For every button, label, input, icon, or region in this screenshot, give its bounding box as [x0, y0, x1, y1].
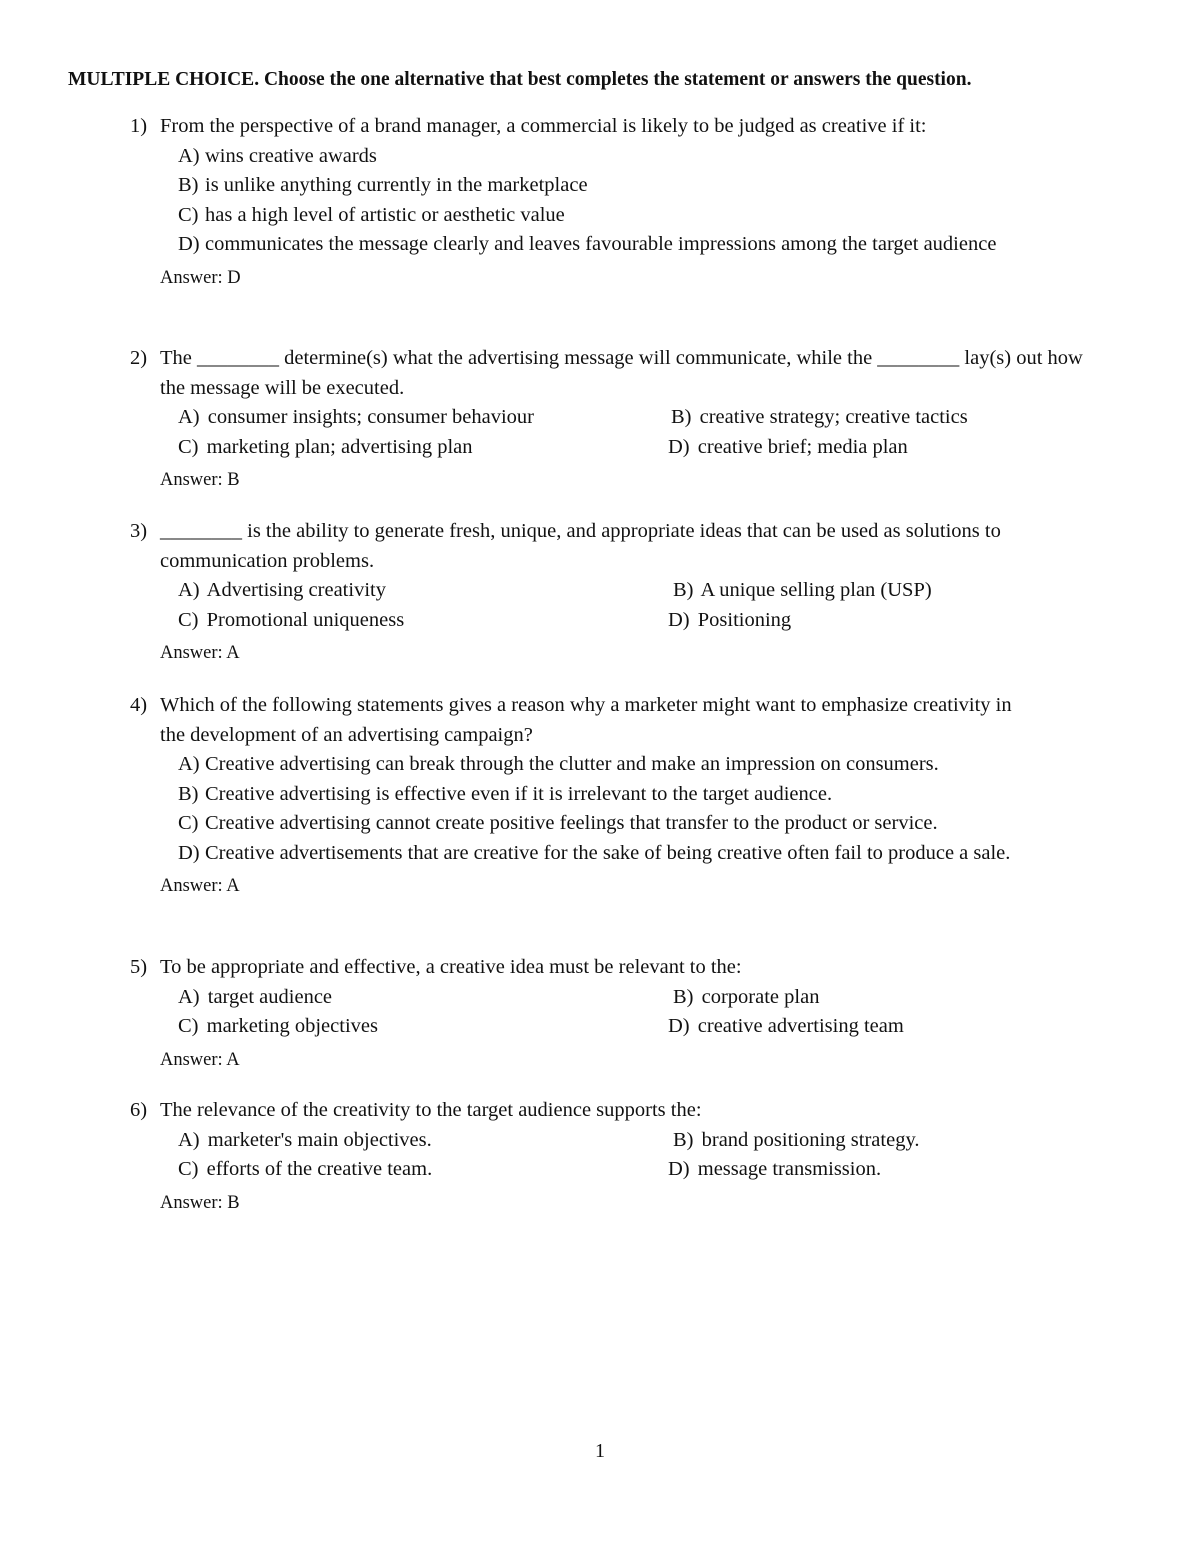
- option-text: brand positioning strategy.: [701, 1128, 920, 1151]
- option-letter: B): [178, 782, 199, 805]
- answer-line: Answer: B: [160, 1192, 240, 1213]
- option-c: [0, 201, 1085, 231]
- option-text: marketing plan; advertising plan: [206, 435, 473, 458]
- answer-line: Answer: B: [160, 470, 240, 490]
- option-a: [0, 750, 1085, 780]
- option-letter: B): [673, 579, 694, 601]
- question-text: The ________ determine(s) what the advertising message will communicate, while the ________ lay(s) out how the message will be executed.: [160, 347, 1083, 399]
- option-letter: D): [668, 435, 690, 458]
- option-d: [0, 230, 1035, 260]
- question-5: [0, 953, 1200, 1075]
- option-text: creative brief; media plan: [697, 435, 908, 458]
- option-b: [673, 1126, 920, 1156]
- question-number: 4): [130, 694, 148, 716]
- question-stem: [0, 344, 1110, 403]
- question-text: Which of the following statements gives a reason why a marketer might want to emphasize creativity in the development of an advertising campaign?: [160, 694, 1012, 746]
- option-letter: C): [178, 608, 199, 631]
- section-header: MULTIPLE CHOICE. Choose the one alternative that best completes the statement or answers the question.: [68, 69, 972, 90]
- option-text: creative advertising team: [697, 1015, 904, 1037]
- option-text: Promotional uniqueness: [206, 608, 405, 631]
- question-number: 6): [130, 1099, 148, 1121]
- answer-line: Answer: A: [160, 643, 240, 663]
- option-text: message transmission.: [697, 1158, 882, 1180]
- option-text: Creative advertising cannot create positive feelings that transfer to the product or service.: [205, 812, 938, 834]
- option-letter: B): [671, 406, 692, 428]
- question-text: The relevance of the creativity to the target audience supports the:: [160, 1099, 702, 1121]
- option-c: [178, 433, 472, 463]
- option-letter: D): [178, 841, 200, 864]
- option-c: [178, 1155, 432, 1185]
- answer-line: Answer: A: [160, 1049, 240, 1070]
- option-text: target audience: [207, 985, 333, 1008]
- option-text: is unlike anything currently in the marketplace: [205, 174, 588, 196]
- question-6: [0, 1096, 1200, 1218]
- option-text: Creative advertising can break through the clutter and make an impression on consumers.: [205, 753, 939, 775]
- option-letter: D): [178, 233, 200, 255]
- question-stem: [0, 517, 1120, 576]
- question-number: 5): [130, 956, 148, 978]
- option-text: Creative advertisements that are creative for the sake of being creative often fail to produce a sale.: [205, 841, 1011, 864]
- question-text: To be appropriate and effective, a creative idea must be relevant to the:: [160, 956, 742, 978]
- question-text: ________ is the ability to generate fresh, unique, and appropriate ideas that can be used as solutions to communication problems.: [160, 520, 1001, 572]
- option-a: [178, 983, 332, 1013]
- question-stem: [0, 1096, 1110, 1126]
- option-b: [673, 983, 819, 1013]
- option-grid: [0, 1126, 1200, 1185]
- option-d: [668, 1155, 881, 1185]
- option-a: [178, 1126, 432, 1156]
- option-c: [178, 1012, 378, 1042]
- option-b: [0, 780, 1085, 810]
- option-d: [0, 839, 1085, 869]
- option-text: creative strategy; creative tactics: [699, 406, 968, 428]
- option-letter: C): [178, 812, 199, 834]
- option-letter: A): [178, 1128, 200, 1151]
- option-letter: A): [178, 144, 200, 167]
- option-letter: C): [178, 1158, 199, 1180]
- option-c: [0, 809, 1085, 839]
- answer-line: Answer: A: [160, 876, 240, 896]
- option-letter: C): [178, 203, 199, 226]
- option-text: communicates the message clearly and leaves favourable impressions among the target audience: [205, 233, 997, 255]
- question-stem: [0, 691, 1030, 750]
- option-letter: A): [178, 753, 200, 775]
- option-text: efforts of the creative team.: [206, 1158, 433, 1180]
- option-grid: [0, 576, 1200, 635]
- option-b: [673, 576, 932, 606]
- option-letter: B): [178, 174, 199, 196]
- option-letter: B): [673, 985, 694, 1008]
- option-text: corporate plan: [701, 985, 820, 1008]
- option-b: [671, 403, 968, 433]
- option-grid: [0, 403, 1200, 462]
- option-a: [178, 576, 386, 606]
- option-letter: D): [668, 1158, 690, 1180]
- option-a: [0, 142, 1085, 172]
- option-a: [178, 403, 534, 433]
- option-d: [668, 606, 791, 636]
- option-text: Creative advertising is effective even if it is irrelevant to the target audience.: [205, 782, 833, 805]
- question-stem: [0, 112, 1110, 142]
- option-text: Advertising creativity: [206, 579, 386, 601]
- option-d: [668, 433, 908, 463]
- option-letter: C): [178, 435, 199, 458]
- option-text: A unique selling plan (USP): [700, 579, 932, 601]
- option-text: Positioning: [697, 608, 792, 631]
- option-text: marketing objectives: [206, 1015, 378, 1037]
- option-letter: A): [178, 406, 200, 428]
- option-grid: [0, 983, 1200, 1042]
- option-letter: D): [668, 1015, 690, 1037]
- option-list: [0, 142, 1200, 260]
- question-number: 1): [130, 115, 148, 137]
- option-letter: B): [673, 1128, 694, 1151]
- option-text: consumer insights; consumer behaviour: [207, 406, 534, 428]
- option-text: has a high level of artistic or aesthetic value: [205, 203, 565, 226]
- option-text: marketer's main objectives.: [207, 1128, 432, 1151]
- option-letter: A): [178, 579, 200, 601]
- question-number: 3): [130, 520, 148, 542]
- question-1: [0, 112, 1200, 293]
- question-4: [0, 691, 1200, 901]
- question-stem: [0, 953, 1110, 983]
- question-number: 2): [130, 347, 148, 369]
- option-b: [0, 171, 1085, 201]
- question-text: From the perspective of a brand manager, a commercial is likely to be judged as creative if it:: [160, 115, 927, 137]
- option-letter: A): [178, 985, 200, 1008]
- option-text: wins creative awards: [205, 144, 377, 167]
- option-d: [668, 1012, 904, 1042]
- page-number: 1: [595, 1440, 605, 1462]
- answer-line: Answer: D: [160, 267, 241, 288]
- option-c: [178, 606, 404, 636]
- question-2: [0, 344, 1200, 495]
- option-letter: D): [668, 608, 690, 631]
- question-3: [0, 517, 1200, 668]
- option-letter: C): [178, 1015, 199, 1037]
- option-list: [0, 750, 1200, 868]
